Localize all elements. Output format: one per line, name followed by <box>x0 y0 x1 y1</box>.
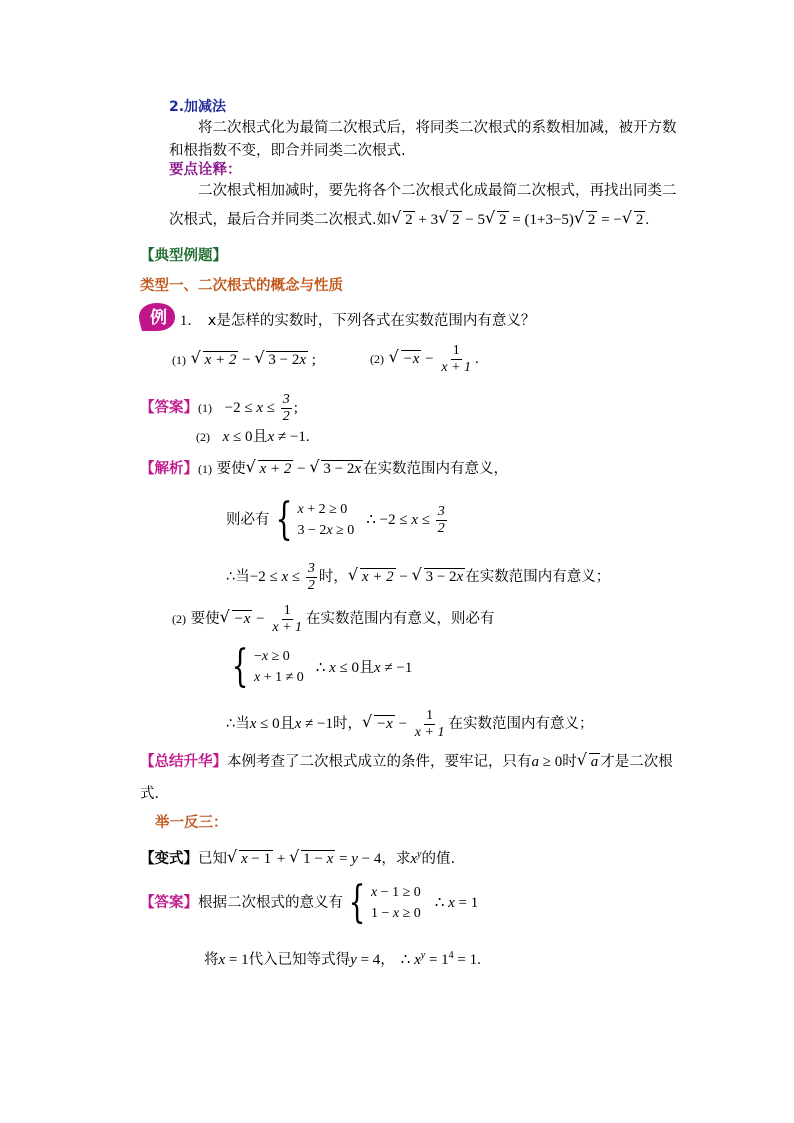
summary-line-2: 式. <box>140 786 160 802</box>
and-word: 且 <box>359 657 375 676</box>
variant-line: 【变式】已知√ x − 1 + √ 1 − x = y − 4，求$x^y$的值. <box>140 845 455 869</box>
analysis-line-1: 【解析】(1) 要使√ x + 2 − √ 3 − 2x 在实数范围内有意义， <box>140 459 508 479</box>
analysis-line-2: (2) 要使√ −x − $\frac{1}{x + 1}$ 在实数范围内有意义，则必有 <box>172 603 495 636</box>
line-text: 将 <box>204 952 219 968</box>
practice-answer: 【答案】 根据二次根式的意义有 { x − 1 ≥ 0 1 − x ≥ 0 ∴ x = 1 <box>140 877 479 928</box>
section-heading: 【典型例题】 <box>140 248 227 264</box>
part-label: (2) <box>196 430 210 444</box>
line-text: 时， <box>333 715 363 732</box>
example-part-1: (1) √ x + 2 − √ 3 − 2x ; <box>172 350 316 370</box>
line-text: 代入已知等式得 <box>248 952 351 968</box>
part-label: (1) <box>198 400 212 415</box>
paragraph-line: 将二次根式化为最简二次根式后，将同类二次根式的系数相加减，被开方数 <box>198 120 677 136</box>
example-number: 1． <box>180 313 202 329</box>
line-text: 时， <box>318 568 348 585</box>
line-text: 根据二次根式的意义有 <box>198 895 343 911</box>
analysis-conclusion-1: ∴当−2 ≤ x ≤ $\frac{3}{2}$ 时，√ x + 2 − √ 3 − 2x 在实数范围内有意义； <box>226 561 610 594</box>
practice-final: 将x = 1代入已知等式得y = 4， ∴ $x^y = 1^4 = 1$. <box>204 950 481 968</box>
line-text: 时 <box>562 754 577 770</box>
example-badge-icon <box>138 302 176 332</box>
practice-heading: 举一反三： <box>155 815 228 831</box>
line-text: 在实数范围内有意义； <box>465 568 611 585</box>
line-text: 要使 <box>216 461 246 477</box>
line-text: 次根式，最后合并同类二次根式.如 <box>169 212 392 228</box>
line-text: 要使 <box>190 610 220 627</box>
and-word: 且 <box>252 427 268 445</box>
section-heading: 类型一、二次根式的概念与性质 <box>140 278 343 294</box>
part-label: (2) <box>370 351 384 366</box>
line-text: 才是二次根 <box>600 754 673 770</box>
paragraph-line: 二次根式相加减时，要先将各个二次根式化成最简二次根式，再找出同类二 <box>198 183 677 199</box>
line-text: 在实数范围内有意义， <box>363 461 508 477</box>
answer-line-2: (2) x ≤ 0且x ≠ −1. <box>196 427 310 445</box>
analysis-system-1: 则必有 { x + 2 ≥ 0 3 − 2x ≥ 0 ∴ −2 ≤ x ≤ $\frac{3}{2}$ <box>226 494 445 545</box>
answer-line-1: 【答案】(1) −2 ≤ x ≤ $\frac{3}{2}$ ; <box>140 392 298 424</box>
summary-line-1: 【总结升华】本例考查了二次根式成立的条件，要牢记，只有a ≥ 0时√ a 才是二次根 <box>140 752 673 772</box>
line-text: 已知 <box>198 851 227 867</box>
line-text: ∴当 <box>226 568 250 585</box>
part-label: (1) <box>198 462 212 476</box>
analysis-tag: 【解析】 <box>140 461 198 477</box>
line-text: 则必有 <box>226 512 270 528</box>
example-question <box>180 311 535 331</box>
variant-tag: 【变式】 <box>140 851 198 867</box>
answer-tag: 【答案】 <box>140 895 198 911</box>
key-points-heading: 要点诠释： <box>169 162 242 178</box>
line-text: 本例考查了二次根式成立的条件，要牢记，只有 <box>227 754 532 770</box>
line-text: 在实数范围内有意义； <box>448 715 594 732</box>
section-heading: 2.加减法 <box>169 99 227 115</box>
part-label: (2) <box>172 611 186 626</box>
question-text: x是怎样的实数时，下列各式在实数范围内有意义？ <box>207 313 536 329</box>
example-part-2: (2) √ −x − $\frac{1}{x + 1}$ . <box>370 343 479 376</box>
part-label: (1) <box>172 353 186 367</box>
line-text: ，求 <box>381 851 411 867</box>
math-expression: √ 2 + 3√ 2 − 5√ 2 = (1+3−5)√ 2 = −√ 2 . <box>391 212 649 228</box>
analysis-conclusion-2: ∴当x ≤ 0且x ≠ −1时，√ −x − $\frac{1}{x + 1}$ 在实数范围内有意义； <box>226 708 593 741</box>
paragraph-line <box>169 210 649 230</box>
paragraph-line: 和根指数不变，即合并同类二次根式. <box>169 143 406 159</box>
line-text: ∴当 <box>226 715 250 732</box>
badge-label: 例 <box>150 308 167 328</box>
analysis-system-2: { −x ≥ 0 x + 1 ≠ 0 ∴ x ≤ 0且x ≠ −1 <box>231 641 413 692</box>
line-text: 的值. <box>421 851 456 867</box>
line-text: 在实数范围内有意义，则必有 <box>306 610 495 627</box>
line-text: ， <box>380 952 395 968</box>
summary-tag: 【总结升华】 <box>140 754 227 770</box>
answer-tag: 【答案】 <box>140 399 198 416</box>
